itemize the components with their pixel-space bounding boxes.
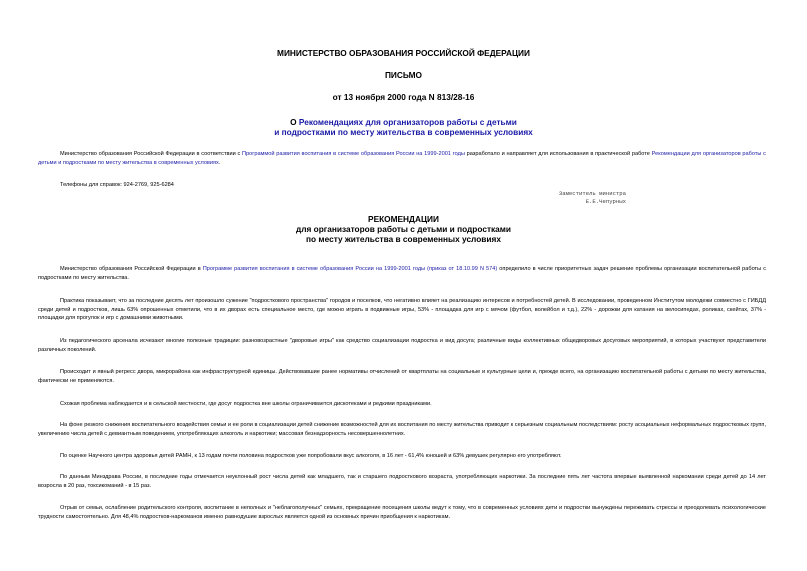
subject-link-2[interactable]: и подростками по месту жительства в современных условиях bbox=[274, 127, 533, 137]
p1-text-1: Министерство образования Российской Федерации в bbox=[60, 266, 203, 272]
phones-text: Телефоны для справок: 924-2769, 925-6284 bbox=[60, 182, 174, 188]
paragraph-traditions: Из педагогического арсенала исчезают многие полезные традиции: разновозрастные "дворовые игры" как средство социализации подростка и вид досуга; различные виды коллективных общедворовых досуговых мероприятий, в которых участвуют представители различных поколений. bbox=[38, 338, 766, 353]
program-order-link[interactable]: Программе развития воспитания в системе образования России на 1999-2001 годы (приказ от 18.10.99 N 574) bbox=[202, 266, 498, 272]
recommendations-title: РЕКОМЕНДАЦИИ bbox=[368, 214, 439, 224]
recommendations-sub-1: для организаторов работы с детьми и подростками bbox=[295, 224, 512, 234]
subject-heading bbox=[0, 117, 807, 137]
subject-link-1[interactable]: Рекомендациях для организаторов работы с детьми bbox=[298, 117, 517, 127]
program-link[interactable]: Программой развития воспитания в системе образования России на 1999-2001 годы bbox=[242, 151, 465, 157]
paragraph-drugs: По данным Минздрава России, в последние годы отмечается неуклонный рост числа детей как младшего, так и старшего подросткового возраста, употребляющих наркотики. За последние пять лет частота впервые выявленной наркомании среди детей до 14 лет возросла в 20 раз, токсикоманий - в 15 раз. bbox=[38, 474, 766, 489]
signature-block bbox=[470, 190, 626, 206]
intro-text-3: . bbox=[218, 159, 221, 166]
intro-text-1: Министерство образования Российской Федерации в соответствии с bbox=[60, 151, 243, 157]
date-number-heading: от 13 ноября 2000 года N 813/28-16 bbox=[332, 92, 475, 102]
intro-text-2: разработало и направляет для использования в практической работе bbox=[464, 151, 652, 157]
paragraph-family-separation: Отрыв от семьи, ослабление родительского контроля, воспитание в неполных и "неблагополучных" семьях, прекращение посещения школы ведут к тому, что в современных условиях дети и подростки вынуждены переживать стрессы и преодолевать психологические трудности самостоятельно. Для 48,4% подростков-наркоманов именно равнодушие взрослых является одной из основных причин приобщения к наркотикам. bbox=[38, 505, 766, 520]
signature-name: Е.Е.Чепурных bbox=[585, 198, 626, 205]
recommendations-link[interactable]: Рекомендации для организаторов работы с детьми и подростками по месту жительства в современных условиях bbox=[38, 151, 766, 166]
paragraph-yard-regress: Происходит и явный регресс двора, микрорайона как инфраструктурной единицы. Действовавшие ранее нормативы отчислений от квартплаты на социальные и культурные цели и, прежде всего, на организацию воспитательной работы с детьми по месту жительства, фактически не применяются. bbox=[38, 369, 766, 384]
ministry-heading: МИНИСТЕРСТВО ОБРАЗОВАНИЯ РОССИЙСКОЙ ФЕДЕРАЦИИ bbox=[277, 48, 530, 58]
recommendations-sub-2: по месту жительства в современных условиях bbox=[306, 234, 501, 244]
signature-position: Заместитель министра bbox=[558, 190, 626, 197]
paragraph-program bbox=[38, 265, 766, 282]
subject-prefix: О bbox=[290, 117, 299, 127]
intro-paragraph bbox=[38, 150, 766, 167]
subject-line-1 bbox=[0, 117, 807, 127]
paragraph-practice: Практика показывает, что за последние десять лет произошло сужение "подросткового пространства" городов и поселков, что негативно влияет на реализацию интересов и потребностей детей. В исследовании, проведенном Институтом молодежи совместно с ГИБДД среди детей и подростков, лишь 63% опрошенных отметили, что в их дворах есть специальное место, где можно играть в подвижные игры, 53% - площадка для игр с мячом (футбол, волейбол и т.д.), 22% - дорожки для катания на велосипедах, роликах, скейтах, 37% - площадки для прогулок и игр с домашними животными. bbox=[38, 298, 766, 322]
paragraph-alcohol: По оценке Научного центра здоровья детей РАМН, к 13 годам почти половина подростков уже попробовали вкус алкоголя, в 16 лет - 61,4% юношей и 63% девушек регулярно его употребляют. bbox=[60, 453, 562, 459]
doc-type-heading: ПИСЬМО bbox=[384, 70, 423, 80]
recommendations-heading bbox=[0, 214, 807, 244]
paragraph-family: На фоне резкого снижения воспитательного воздействия семьи и ее роли в социализации детей снижение возможностей для их воспитания по месту жительства приводит к серьезным социальным последствиям: росту асоциальных неформальных подростковых групп, увеличению числа детей с девиантным поведением, употребляющих алкоголь и наркотики; массовая безнадзорность несовершеннолетних. bbox=[38, 422, 766, 437]
paragraph-rural: Схожая проблема наблюдается и в сельской местности, где досуг подростка вне школы ограничивается дискотеками и редкими праздниками. bbox=[60, 401, 432, 407]
p1-text-2: определило в числе приоритетных задач решение проблемы организации воспитательной работы с подростками по месту жительства. bbox=[38, 266, 766, 281]
